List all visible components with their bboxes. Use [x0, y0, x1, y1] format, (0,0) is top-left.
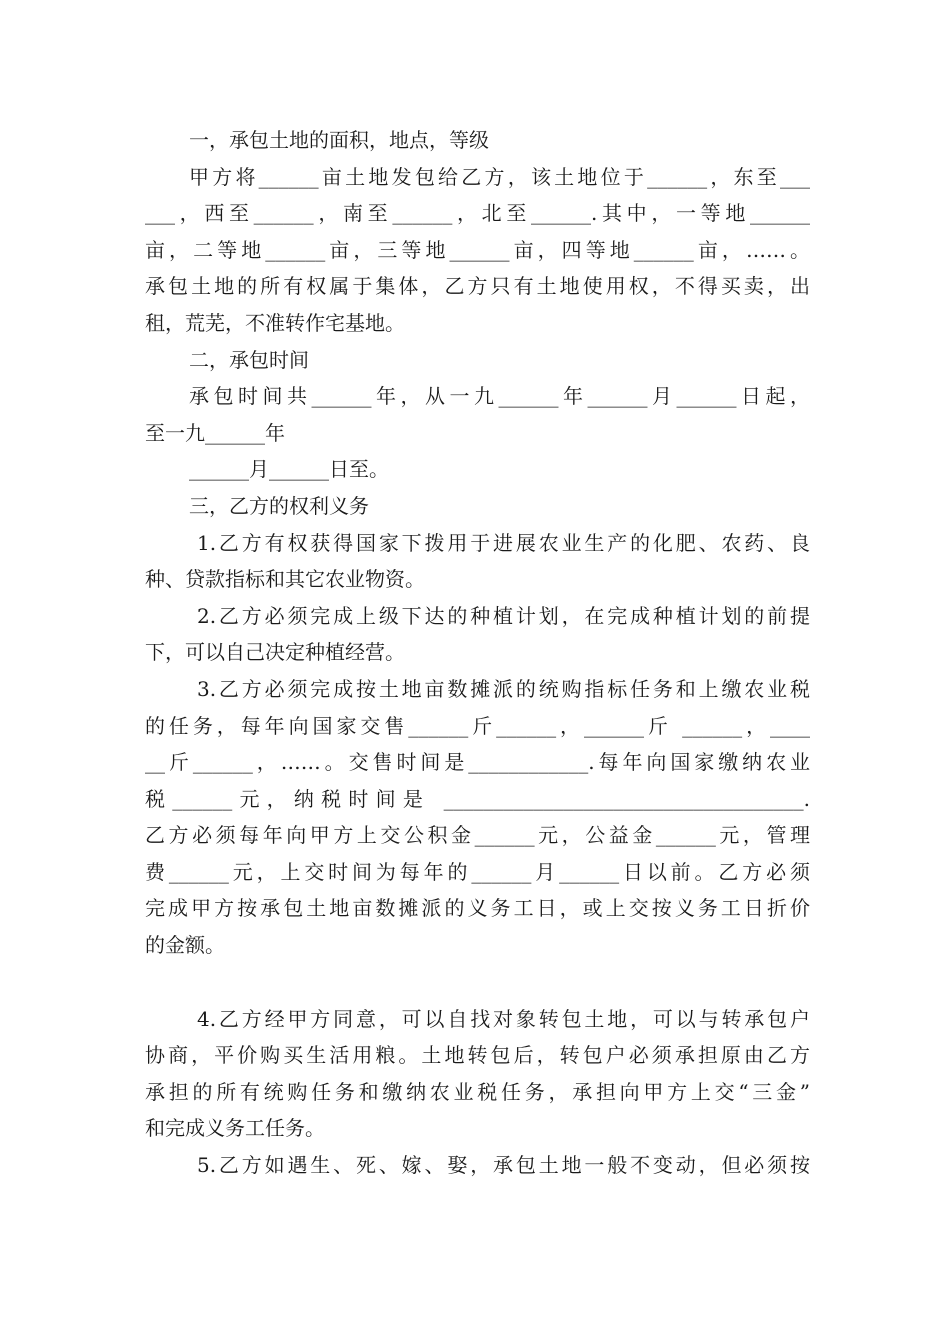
paragraph-line: 租，荒芜，不准转作宅基地。 — [145, 310, 405, 335]
paragraph-line: 承包时间共______年，从一九______年______月______日起， — [189, 384, 810, 409]
item-3-line: 乙方必须每年向甲方上交公积金______元，公益金______元，管理 — [145, 823, 810, 848]
item-3-line: 的任务，每年向国家交售______斤______，______斤 ______，____ — [145, 713, 810, 738]
item-3-line: 3.乙方必须完成按土地亩数摊派的统购指标任务和上缴农业税 — [197, 676, 810, 701]
item-3-line: 税______元，纳税时间是 ____________________________________. — [145, 786, 810, 811]
item-1-line: 1.乙方有权获得国家下拨用于进展农业生产的化肥、农药、良 — [197, 530, 810, 555]
section-heading-land: 一，承包土地的面积，地点，等级 — [189, 128, 489, 152]
item-3-line: 完成甲方按承包土地亩数摊派的义务工日，或上交按义务工日折价 — [145, 896, 810, 921]
item-3-line: 的金额。 — [145, 933, 225, 958]
section-heading-rights: 三，乙方的权利义务 — [189, 493, 369, 518]
item-2-line: 下，可以自己决定种植经营。 — [145, 640, 405, 665]
item-4-line: 和完成义务工任务。 — [145, 1116, 325, 1141]
item-3-line: __斤______，……。交售时间是____________.每年向国家缴纳农业 — [145, 750, 810, 775]
paragraph-line: 至一九______年 — [145, 420, 285, 445]
item-3-line: 费______元，上交时间为每年的______月______日以前。乙方必须 — [145, 859, 810, 884]
paragraph-line: ______月______日至。 — [189, 457, 389, 482]
contract-body — [145, 122, 810, 1184]
paragraph-line: ___，西至______，南至______，北至______.其中，一等地______ — [145, 201, 810, 226]
item-4-line: 协商，平价购买生活用粮。土地转包后，转包户必须承担原由乙方 — [145, 1043, 810, 1068]
paragraph-line: 甲方将______亩土地发包给乙方，该土地位于______，东至___ — [189, 164, 810, 189]
item-4-line: 4.乙方经甲方同意，可以自找对象转包土地，可以与转承包户 — [197, 1006, 810, 1031]
paragraph-line: 承包土地的所有权属于集体，乙方只有土地使用权，不得买卖，出 — [145, 274, 810, 299]
paragraph-line: 亩，二等地______亩，三等地______亩，四等地______亩，……。 — [145, 237, 810, 262]
item-2-line: 2.乙方必须完成上级下达的种植计划，在完成种植计划的前提 — [197, 603, 810, 628]
paragraph-spacer — [145, 964, 810, 1001]
section-heading-term: 二，承包时间 — [189, 347, 309, 372]
item-1-line: 种、贷款指标和其它农业物资。 — [145, 567, 425, 592]
item-5-line: 5.乙方如遇生、死、嫁、娶，承包土地一般不变动，但必须按 — [197, 1153, 810, 1178]
item-4-line: 承担的所有统购任务和缴纳农业税任务，承担向甲方上交“三金” — [145, 1079, 810, 1104]
